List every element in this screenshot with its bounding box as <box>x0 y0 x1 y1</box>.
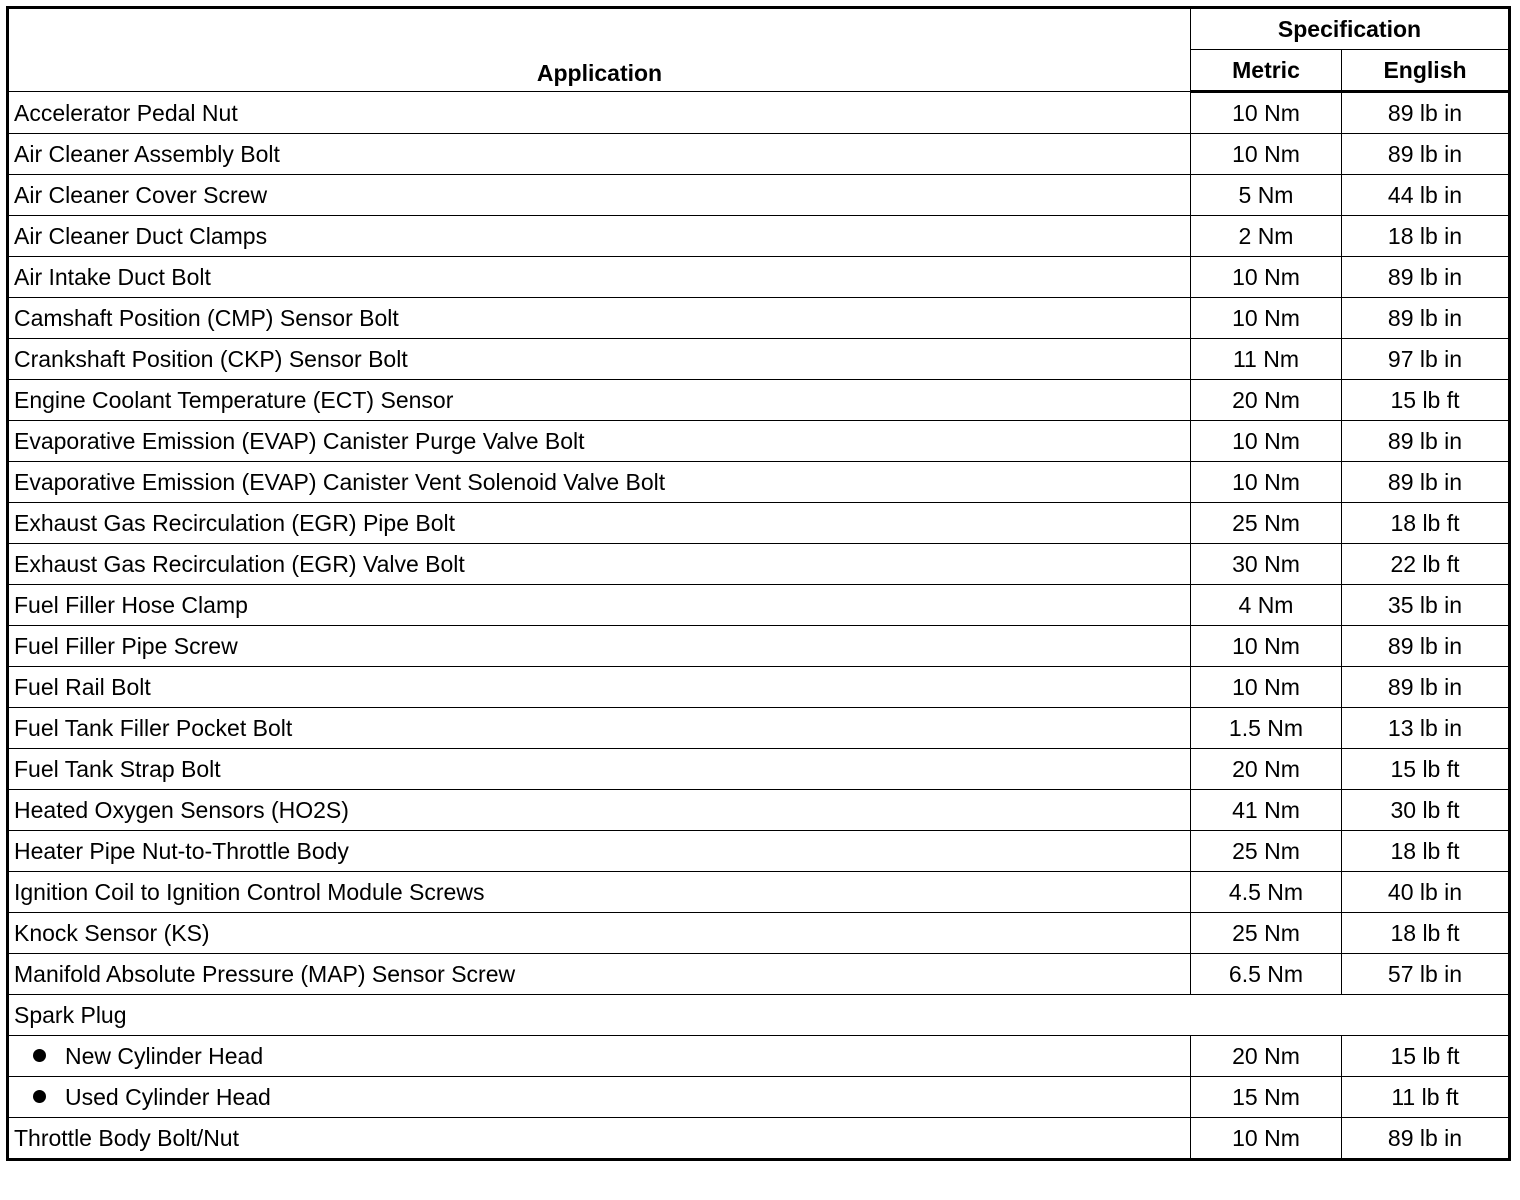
english-cell: 35 lb in <box>1342 585 1510 626</box>
metric-cell: 10 Nm <box>1191 626 1342 667</box>
table-header <box>8 8 1510 92</box>
metric-cell: 15 Nm <box>1191 1077 1342 1118</box>
metric-header: Metric <box>1191 50 1342 92</box>
table-row <box>8 831 1510 872</box>
table-row <box>8 134 1510 175</box>
table-row <box>8 1077 1510 1118</box>
english-cell: 11 lb ft <box>1342 1077 1510 1118</box>
english-cell: 44 lb in <box>1342 175 1510 216</box>
metric-cell: 10 Nm <box>1191 421 1342 462</box>
english-cell: 15 lb ft <box>1342 749 1510 790</box>
metric-cell: 11 Nm <box>1191 339 1342 380</box>
application-cell: Evaporative Emission (EVAP) Canister Purge Valve Bolt <box>8 421 1191 462</box>
english-cell: 89 lb in <box>1342 462 1510 503</box>
application-cell <box>8 1077 1191 1118</box>
metric-cell: 1.5 Nm <box>1191 708 1342 749</box>
application-cell: Throttle Body Bolt/Nut <box>8 1118 1191 1160</box>
table-row <box>8 626 1510 667</box>
torque-spec-table <box>6 6 1511 1161</box>
metric-cell: 10 Nm <box>1191 667 1342 708</box>
table-row <box>8 1118 1510 1160</box>
table-row <box>8 790 1510 831</box>
english-cell: 89 lb in <box>1342 421 1510 462</box>
table-row <box>8 462 1510 503</box>
table-row <box>8 872 1510 913</box>
metric-cell: 25 Nm <box>1191 831 1342 872</box>
metric-cell: 25 Nm <box>1191 913 1342 954</box>
bullet-item-label: Used Cylinder Head <box>65 1084 271 1110</box>
application-cell: Ignition Coil to Ignition Control Module Screws <box>8 872 1191 913</box>
table-row <box>8 92 1510 134</box>
table-row <box>8 913 1510 954</box>
table-row <box>8 298 1510 339</box>
english-cell: 40 lb in <box>1342 872 1510 913</box>
table-row <box>8 216 1510 257</box>
application-cell: Evaporative Emission (EVAP) Canister Vent Solenoid Valve Bolt <box>8 462 1191 503</box>
table-row <box>8 1036 1510 1077</box>
application-cell: Exhaust Gas Recirculation (EGR) Valve Bolt <box>8 544 1191 585</box>
english-cell: 18 lb ft <box>1342 913 1510 954</box>
application-cell: Camshaft Position (CMP) Sensor Bolt <box>8 298 1191 339</box>
bullet-icon <box>33 1049 46 1062</box>
application-cell: Air Intake Duct Bolt <box>8 257 1191 298</box>
application-cell: Exhaust Gas Recirculation (EGR) Pipe Bolt <box>8 503 1191 544</box>
table-row <box>8 954 1510 995</box>
metric-cell: 2 Nm <box>1191 216 1342 257</box>
spark-plug-group-row <box>8 995 1510 1036</box>
metric-cell: 20 Nm <box>1191 1036 1342 1077</box>
metric-cell: 25 Nm <box>1191 503 1342 544</box>
english-cell: 22 lb ft <box>1342 544 1510 585</box>
bullet-icon <box>33 1090 46 1103</box>
english-cell: 30 lb ft <box>1342 790 1510 831</box>
english-cell: 89 lb in <box>1342 1118 1510 1160</box>
english-cell: 89 lb in <box>1342 298 1510 339</box>
english-cell: 89 lb in <box>1342 92 1510 134</box>
bullet-item-label: New Cylinder Head <box>65 1043 264 1069</box>
application-cell: Accelerator Pedal Nut <box>8 92 1191 134</box>
metric-cell: 10 Nm <box>1191 462 1342 503</box>
english-cell: 15 lb ft <box>1342 380 1510 421</box>
application-header: Application <box>8 8 1191 92</box>
metric-cell: 6.5 Nm <box>1191 954 1342 995</box>
metric-cell: 20 Nm <box>1191 749 1342 790</box>
english-cell: 18 lb ft <box>1342 503 1510 544</box>
table-row <box>8 257 1510 298</box>
english-cell: 89 lb in <box>1342 257 1510 298</box>
metric-cell: 4.5 Nm <box>1191 872 1342 913</box>
table-row <box>8 175 1510 216</box>
specification-header: Specification <box>1191 8 1510 50</box>
metric-cell: 10 Nm <box>1191 1118 1342 1160</box>
application-cell: Fuel Tank Filler Pocket Bolt <box>8 708 1191 749</box>
table-body <box>8 92 1510 1160</box>
metric-cell: 10 Nm <box>1191 92 1342 134</box>
table-row <box>8 585 1510 626</box>
metric-cell: 41 Nm <box>1191 790 1342 831</box>
english-cell: 57 lb in <box>1342 954 1510 995</box>
english-cell: 89 lb in <box>1342 626 1510 667</box>
english-cell: 18 lb ft <box>1342 831 1510 872</box>
spark-plug-label: Spark Plug <box>8 995 1510 1036</box>
application-cell: Air Cleaner Assembly Bolt <box>8 134 1191 175</box>
table-row <box>8 503 1510 544</box>
application-cell <box>8 1036 1191 1077</box>
english-header: English <box>1342 50 1510 92</box>
table-row <box>8 667 1510 708</box>
header-row-top <box>8 8 1510 50</box>
english-cell: 18 lb in <box>1342 216 1510 257</box>
metric-cell: 5 Nm <box>1191 175 1342 216</box>
application-cell: Engine Coolant Temperature (ECT) Sensor <box>8 380 1191 421</box>
table-row <box>8 380 1510 421</box>
application-cell: Heated Oxygen Sensors (HO2S) <box>8 790 1191 831</box>
application-cell: Crankshaft Position (CKP) Sensor Bolt <box>8 339 1191 380</box>
english-cell: 89 lb in <box>1342 667 1510 708</box>
table-row <box>8 708 1510 749</box>
metric-cell: 10 Nm <box>1191 257 1342 298</box>
english-cell: 97 lb in <box>1342 339 1510 380</box>
table-row <box>8 749 1510 790</box>
english-cell: 89 lb in <box>1342 134 1510 175</box>
application-cell: Fuel Rail Bolt <box>8 667 1191 708</box>
application-cell: Air Cleaner Cover Screw <box>8 175 1191 216</box>
table-row <box>8 421 1510 462</box>
application-cell: Heater Pipe Nut-to-Throttle Body <box>8 831 1191 872</box>
application-cell: Fuel Filler Pipe Screw <box>8 626 1191 667</box>
metric-cell: 10 Nm <box>1191 298 1342 339</box>
application-cell: Manifold Absolute Pressure (MAP) Sensor Screw <box>8 954 1191 995</box>
metric-cell: 4 Nm <box>1191 585 1342 626</box>
metric-cell: 20 Nm <box>1191 380 1342 421</box>
english-cell: 15 lb ft <box>1342 1036 1510 1077</box>
application-cell: Fuel Filler Hose Clamp <box>8 585 1191 626</box>
table-row <box>8 544 1510 585</box>
application-cell: Knock Sensor (KS) <box>8 913 1191 954</box>
application-cell: Air Cleaner Duct Clamps <box>8 216 1191 257</box>
english-cell: 13 lb in <box>1342 708 1510 749</box>
metric-cell: 30 Nm <box>1191 544 1342 585</box>
application-cell: Fuel Tank Strap Bolt <box>8 749 1191 790</box>
table-row <box>8 339 1510 380</box>
metric-cell: 10 Nm <box>1191 134 1342 175</box>
